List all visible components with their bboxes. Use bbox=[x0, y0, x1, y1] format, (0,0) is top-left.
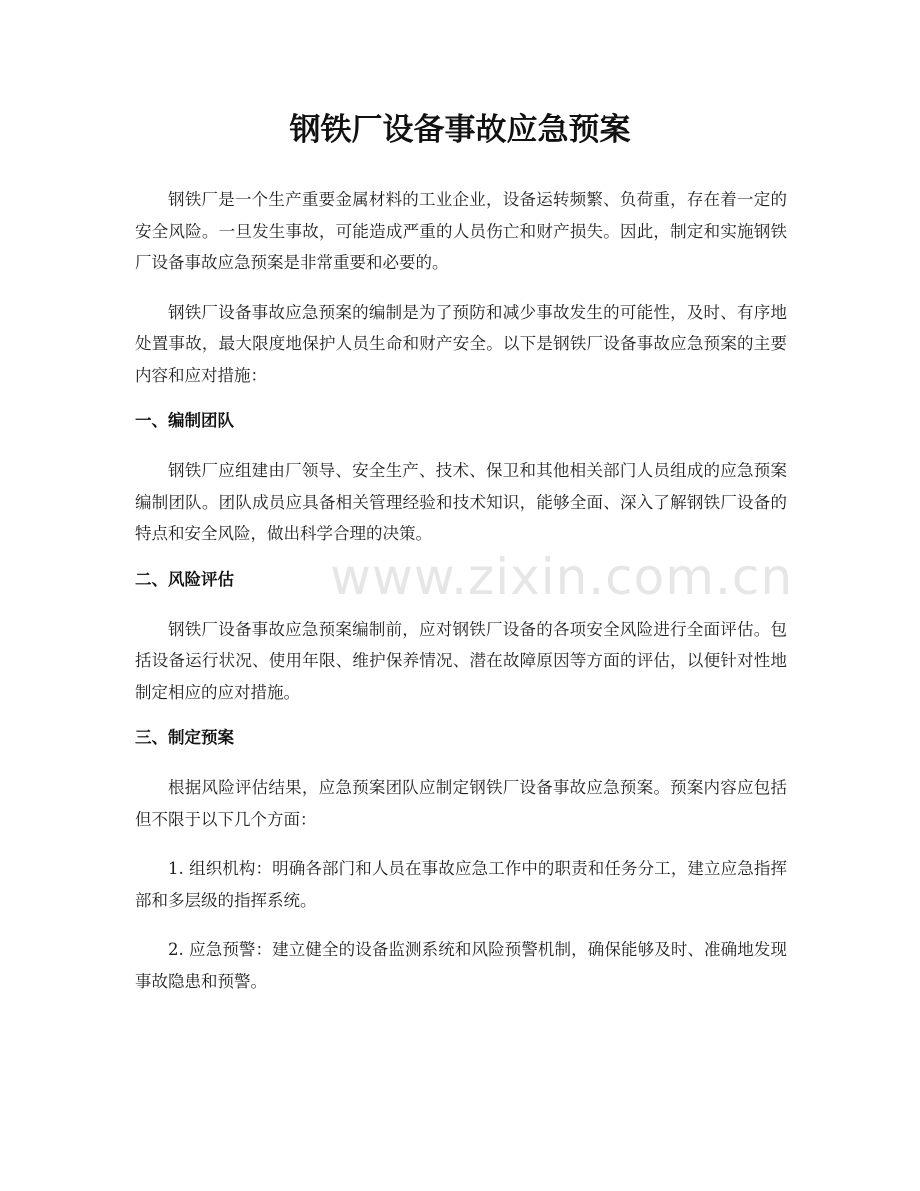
watermark-text: www.zixin.com.cn bbox=[330, 548, 794, 606]
intro-paragraph-1: 钢铁厂是一个生产重要金属材料的工业企业，设备运转频繁、负荷重，存在着一定的安全风险。一旦发生事故，可能造成严重的人员伤亡和财产损失。因此，制定和实施钢铁厂设备事故应急预案是非常重要和必要的。 bbox=[135, 190, 787, 272]
section-plan-paragraph: 根据风险评估结果，应急预案团队应制定钢铁厂设备事故应急预案。预案内容应包括但不限于以下几个方面： bbox=[135, 778, 787, 829]
section-plan-item-1: 1. 组织机构：明确各部门和人员在事故应急工作中的职责和任务分工，建立应急指挥部和多层级的指挥系统。 bbox=[135, 859, 787, 910]
section-team-paragraph: 钢铁厂应组建由厂领导、安全生产、技术、保卫和其他相关部门人员组成的应急预案编制团队。团队成员应具备相关管理经验和技术知识，能够全面、深入了解钢铁厂设备的特点和安全风险，做出科学合理的决策。 bbox=[135, 461, 787, 543]
section-plan-item-2: 2. 应急预警：建立健全的设备监测系统和风险预警机制，确保能够及时、准确地发现事故隐患和预警。 bbox=[135, 940, 787, 991]
section-heading-risk: 二、风险评估 bbox=[135, 569, 234, 589]
intro-paragraph-2: 钢铁厂设备事故应急预案的编制是为了预防和减少事故发生的可能性，及时、有序地处置事故，最大限度地保护人员生命和财产安全。以下是钢铁厂设备事故应急预案的主要内容和应对措施： bbox=[135, 302, 787, 385]
section-risk-paragraph: 钢铁厂设备事故应急预案编制前，应对钢铁厂设备的各项安全风险进行全面评估。包括设备运行状况、使用年限、维护保养情况、潜在故障原因等方面的评估，以便针对性地制定相应的应对措施。 bbox=[135, 619, 787, 702]
section-heading-plan: 三、制定预案 bbox=[135, 728, 234, 747]
document-body bbox=[135, 184, 787, 1015]
section-heading-team: 一、编制团队 bbox=[135, 411, 234, 430]
document-title: 钢铁厂设备事故应急预案 bbox=[289, 112, 631, 148]
